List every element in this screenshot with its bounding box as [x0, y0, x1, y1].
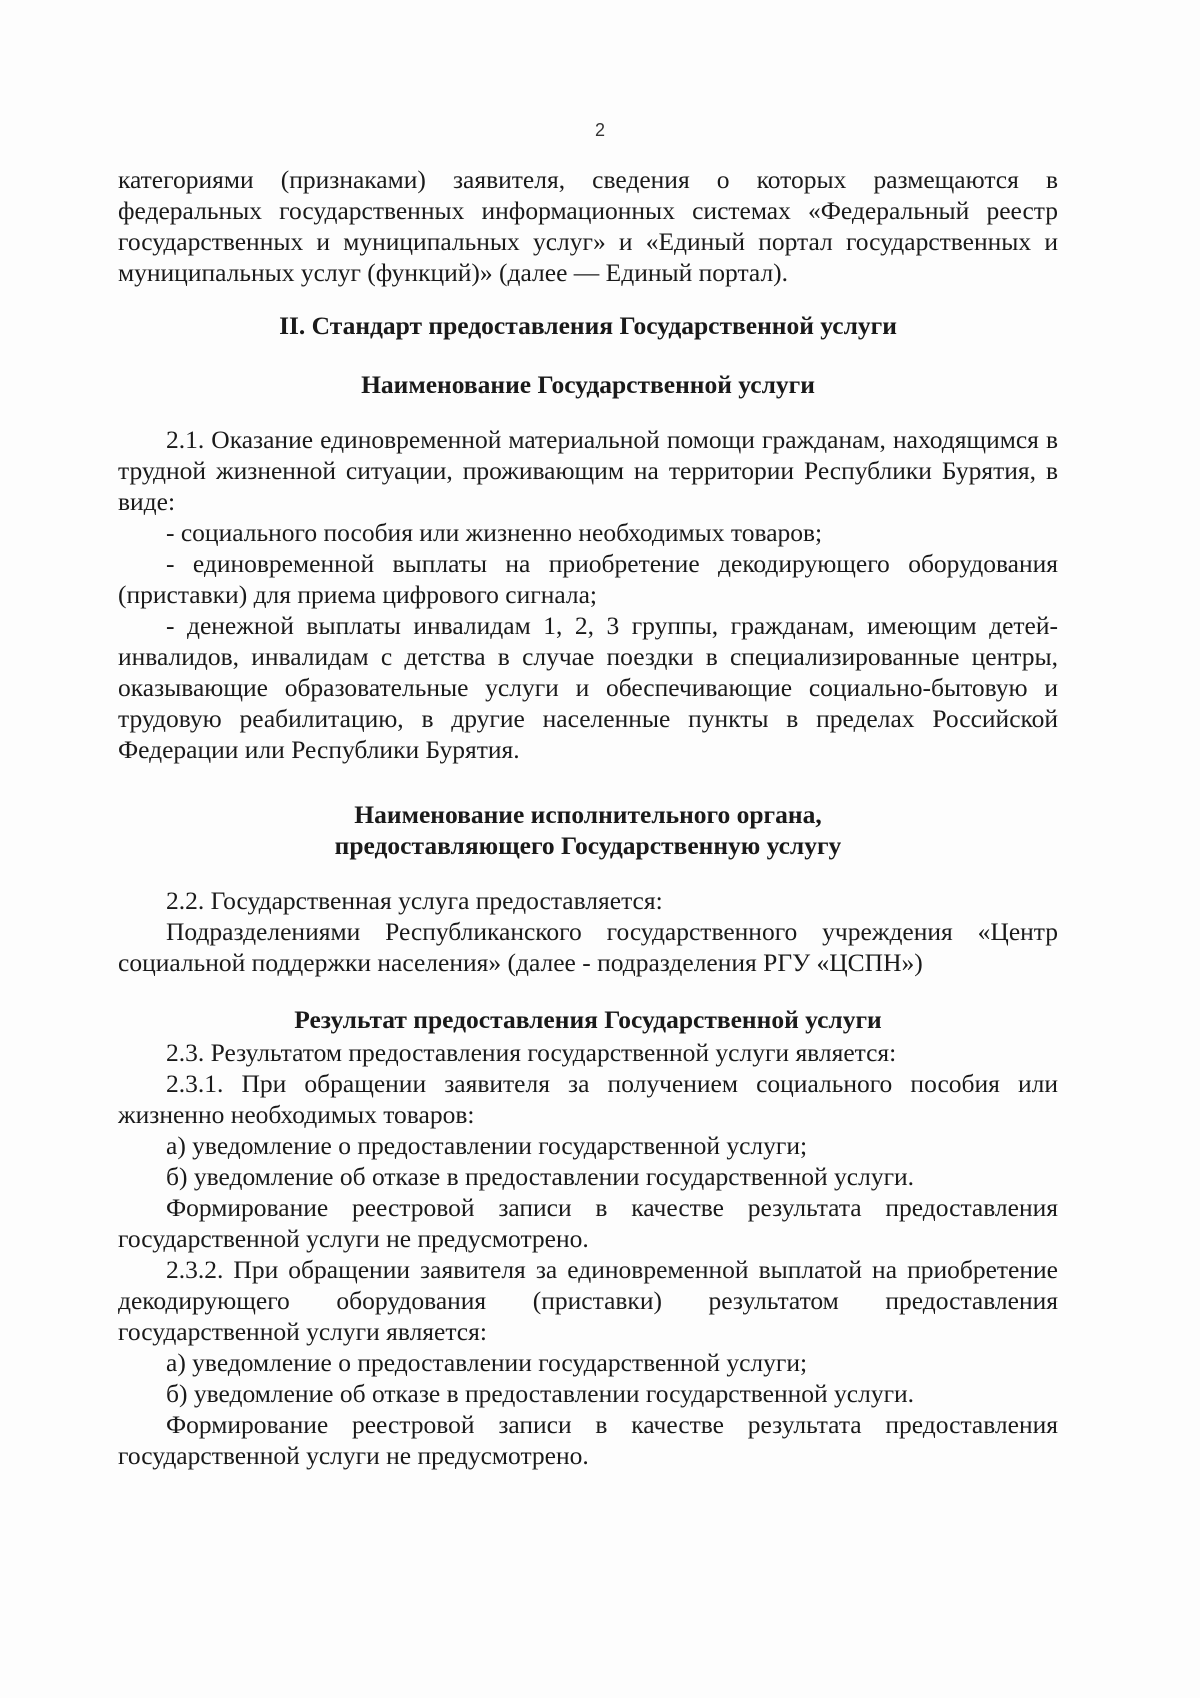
paragraph-2-3-1-registry: Формирование реестровой записи в качестве результата предоставления государственной услуги не предусмотрено.	[118, 1193, 1058, 1253]
paragraph-2-3-1-b: б) уведомление об отказе в предоставлении государственной услуги.	[166, 1162, 915, 1191]
paragraph-2-2-organ: Подразделениями Республиканского государственного учреждения «Центр социальной поддержки населения» (далее - подразделения РГУ «ЦСПН»)	[118, 917, 1058, 977]
paragraph-2-3-1: 2.3.1. При обращении заявителя за получением социального пособия или жизненно необходимых товаров:	[118, 1069, 1058, 1129]
paragraph-2-3-2: 2.3.2. При обращении заявителя за единовременной выплатой на приобретение декодирующего оборудования (приставки) результатом предоставления государственной услуги является:	[118, 1255, 1058, 1346]
service-name-heading: Наименование Государственной услуги	[361, 370, 815, 399]
paragraph-2-3-1-a: а) уведомление о предоставлении государственной услуги;	[166, 1131, 808, 1160]
list-item-social-benefit: - социального пособия или жизненно необходимых товаров;	[166, 518, 823, 547]
executive-organ-heading-line-2: предоставляющего Государственную услугу	[334, 831, 842, 860]
paragraph-2-3: 2.3. Результатом предоставления государственной услуги является:	[166, 1038, 897, 1067]
section-ii-heading: II. Стандарт предоставления Государственной услуги	[279, 311, 897, 340]
list-item-disabled-payment: - денежной выплаты инвалидам 1, 2, 3 группы, гражданам, имеющим детей-инвалидов, инвалидам с детства в случае поездки в специализированные центры, оказывающие образовательные услуги и обеспечивающие социально-бытовую и трудовую реабилитацию, в другие населенные пункты в пределах Российской Федерации или Республики Бурятия.	[118, 611, 1058, 764]
paragraph-2-3-2-b: б) уведомление об отказе в предоставлении государственной услуги.	[166, 1379, 915, 1408]
paragraph-2-3-2-a: а) уведомление о предоставлении государственной услуги;	[166, 1348, 808, 1377]
paragraph-2-2: 2.2. Государственная услуга предоставляется:	[166, 886, 663, 915]
executive-organ-heading	[118, 799, 1058, 861]
executive-organ-heading-line-1: Наименование исполнительного органа,	[354, 800, 822, 829]
intro-paragraph: категориями (признаками) заявителя, сведения о которых размещаются в федеральных государственных информационных системах «Федеральный реестр государственных и муниципальных услуг» и «Единый портал государственных и муниципальных услуг (функций)» (далее — Единый портал).	[118, 165, 1058, 287]
paragraph-2-3-2-registry: Формирование реестровой записи в качестве результата предоставления государственной услуги не предусмотрено.	[118, 1410, 1058, 1470]
paragraph-2-1: 2.1. Оказание единовременной материальной помощи гражданам, находящимся в трудной жизненной ситуации, проживающим на территории Республики Бурятия, в виде:	[118, 425, 1058, 516]
list-item-decoder-payment: - единовременной выплаты на приобретение декодирующего оборудования (приставки) для приема цифрового сигнала;	[118, 549, 1058, 609]
page-number: 2	[594, 120, 605, 140]
document-body	[118, 164, 1058, 1471]
result-heading: Результат предоставления Государственной услуги	[294, 1005, 882, 1034]
